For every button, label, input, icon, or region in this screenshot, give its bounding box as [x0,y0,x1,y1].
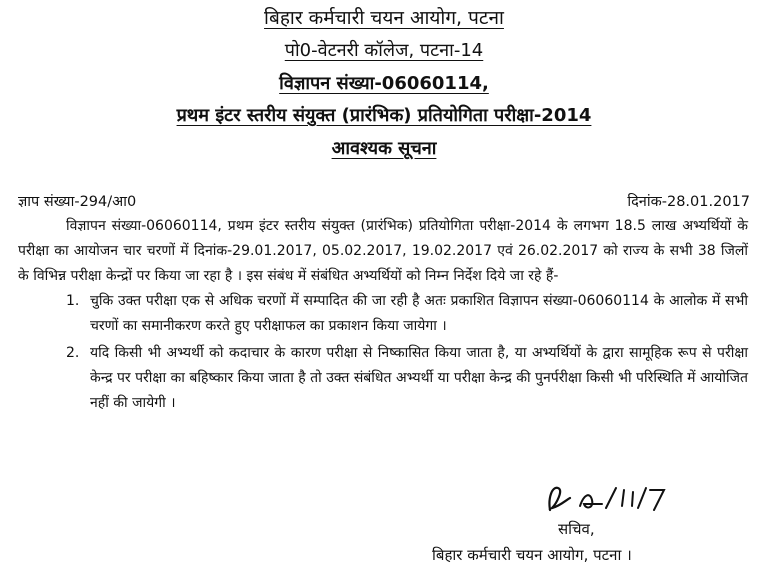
intro-paragraph: विज्ञापन संख्या-06060114, प्रथम इंटर स्तरीय संयुक्त (प्रारंभिक) प्रतियोगिता परीक्षा-2014 के लगभग 18.5 लाख अभ्यर्थियों के परीक्षा का आयोजन चार चरणों में दिनांक-29.01.2017, 05.02.2017, 19.02.2017 एवं 26.02.2017 को राज्य के सभी 38 जिलों के विभिन्न परीक्षा केन्द्रों पर किया जा रहा है । इस संबंध में संबंधित अभ्यर्थियों को निम्न निर्देश दिये जा रहे हैं- [18,218,748,284]
exam-title: प्रथम इंटर स्तरीय संयुक्त (प्रारंभिक) प्रतियोगिता परीक्षा-2014 [176,105,592,126]
handwritten-signature [540,480,690,514]
organization-address: पो0-वेटनरी कॉलेज, पटना-14 [284,40,484,61]
notice-body [18,214,748,416]
instruction-list [18,289,748,416]
item-text: यदि किसी भी अभ्यर्थी को कदाचार के कारण परीक्षा से निष्कासित किया जाता है, या अभ्यर्थियों के द्वारा सामूहिक रूप से परीक्षा केन्द्र पर परीक्षा का बहिष्कार किया जाता है तो उक्त संबंधित अभ्यर्थी या परीक्षा केन्द्र की पुनर्परीक्षा किसी भी परिस्थिति में आयोजित नहीं की जायेगी । [90,345,748,411]
item-text: चुकि उक्त परीक्षा एक से अधिक चरणों में सम्पादित की जा रही है अतः प्रकाशित विज्ञापन संख्या-06060114 के आलोक में सभी चरणों का समानीकरण करते हुए परीक्षाफल का प्रकाशन किया जायेगा । [90,293,748,334]
advertisement-number: विज्ञापन संख्या-06060114, [279,73,489,94]
signatory-title: सचिव, [558,520,595,538]
item-number: 1. [66,293,80,309]
list-item [18,289,748,339]
signatory-office: बिहार कर्मचारी चयन आयोग, पटना । [432,546,632,564]
organization-name: बिहार कर्मचारी चयन आयोग, पटना [264,7,504,29]
memo-number: ज्ञाप संख्या-294/आ0 [18,194,137,210]
item-number: 2. [66,345,80,361]
list-item [18,341,748,416]
memo-date: दिनांक-28.01.2017 [627,194,750,210]
notice-heading: आवश्यक सूचना [331,138,437,159]
